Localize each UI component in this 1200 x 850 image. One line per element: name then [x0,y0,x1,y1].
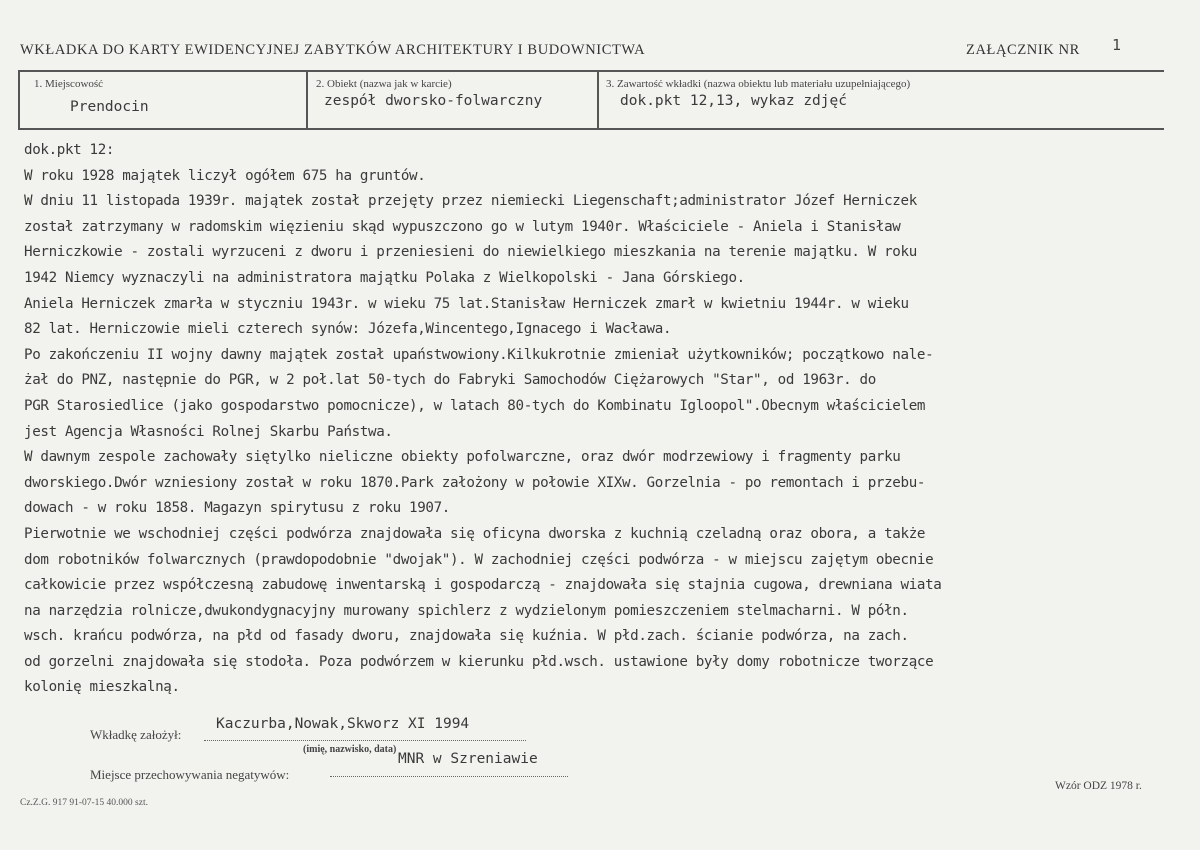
body-line: całkowicie przez współczesną zabudowę inwentarską i gospodarczą - znajdowała się stajnia cugowa, drewniana wiata [24,577,942,594]
body-line: 1942 Niemcy wyznaczyli na administratora majątku Polaka z Wielkopolski - Jana Górskiego. [24,269,745,286]
document-title: WKŁADKA DO KARTY EWIDENCYJNEJ ZABYTKÓW ARCHITEKTURY I BUDOWNICTWA [20,42,646,58]
body-line: jest Agencja Własności Rolnej Skarbu Państwa. [24,423,393,440]
storage-label: Miejsce przechowywania negatywów: [90,767,290,782]
body-line: dok.pkt 12: [24,142,115,158]
body-line: Aniela Herniczek zmarła w styczniu 1943r. w wieku 75 lat.Stanisław Herniczek zmarł w kwietniu 1944r. w wieku [24,295,909,312]
print-info: Cz.Z.G. 917 91-07-15 40.000 szt. [20,798,148,808]
body-line: W dawnym zespole zachowały siętylko nieliczne obiekty pofolwarczne, oraz dwór modrzewiowy i fragmenty parku [24,449,901,466]
locality-label: 1. Miejscowość [34,78,104,90]
object-label: 2. Obiekt (nazwa jak w karcie) [316,78,452,90]
body-line: Po zakończeniu II wojny dawny majątek został upaństwowiony.Kilkukrotnie zmieniał użytkowników; początkowo nale- [24,346,934,363]
body-line: na narzędzia rolnicze,dwukondygnacyjny murowany spichlerz z wydzielonym pomieszczeniem stelmacharni. W półn. [24,602,909,619]
object-value: zespół dworsko-folwarczny [324,93,543,109]
body-line: dworskiego.Dwór wzniesiony został w roku 1870.Park założony w połowie XIXw. Gorzelnia - po remontach i przebu- [24,474,926,491]
storage-dotted-line [330,776,568,777]
body-line: Pierwotnie we wschodniej części podwórza znajdowała się oficyna dworska z kuchnią czeladną oraz obora, a także [24,525,926,542]
founder-value: Kaczurba,Nowak,Skworz XI 1994 [216,716,470,732]
body-line: został zatrzymany w radomskim więzieniu skąd wypuszczono go w lutym 1940r. Właściciele - Aniela i Stanisław [24,218,901,235]
contents-value: dok.pkt 12,13, wykaz zdjęć [620,93,847,109]
body-line: dom robotników folwarcznych (prawdopodobnie "dwojak"). W zachodniej części podwórza - w miejscu zajętym obecnie [24,551,934,568]
body-line: W roku 1928 majątek liczył ogółem 675 ha gruntów. [24,167,426,184]
typed-description [24,138,1184,701]
field-box-bottom-rule [18,128,1164,130]
body-line: od gorzelni znajdowała się stodoła. Poza podwórzem w kierunku płd.wsch. ustawione były domy robotnicze tworzące [24,653,934,670]
field-box-left-rule [18,70,20,128]
field-divider-2 [597,70,599,128]
body-line: Herniczkowie - zostali wyrzuceni z dworu i przeniesieni do niewielkiego mieszkania na terenie majątku. W roku [24,244,917,261]
contents-label: 3. Zawartość wkładki (nazwa obiektu lub materiału uzupełniającego) [606,78,911,90]
field-box-top-rule [18,70,1164,72]
body-line: PGR Starosiedlice (jako gospodarstwo pomocnicze), w latach 80-tych do Kombinatu Igloopol".Obecnym właścicielem [24,397,926,414]
body-line: wsch. krańcu podwórza, na płd od fasady dworu, znajdowała się kuźnia. W płd.zach. ścianie podwórza, na zach. [24,628,909,645]
founder-dotted-line [204,740,526,741]
body-line: 82 lat. Herniczowie mieli czterech synów: Józefa,Wincentego,Ignacego i Wacława. [24,321,672,338]
body-line: dowach - w roku 1858. Magazyn spirytusu z roku 1907. [24,500,450,517]
annex-label: ZAŁĄCZNIK NR [966,42,1080,58]
body-line: kolonię mieszkalną. [24,679,180,696]
form-model: Wzór ODZ 1978 r. [1055,780,1142,792]
annex-number: 1 [1112,36,1122,54]
field-divider-1 [306,70,308,128]
founder-label: Wkładkę założył: [90,727,182,742]
body-line: W dniu 11 listopada 1939r. majątek został przejęty przez niemiecki Liegenschaft;administrator Józef Herniczek [24,193,917,210]
storage-value: MNR w Szreniawie [398,751,538,767]
body-line: żał do PNZ, następnie do PGR, w 2 poł.lat 50-tych do Fabryki Samochodów Ciężarowych "Star", od 1963r. do [24,372,876,389]
founder-caption: (imię, nazwisko, data) [303,744,397,755]
locality-value: Prendocin [70,99,149,115]
